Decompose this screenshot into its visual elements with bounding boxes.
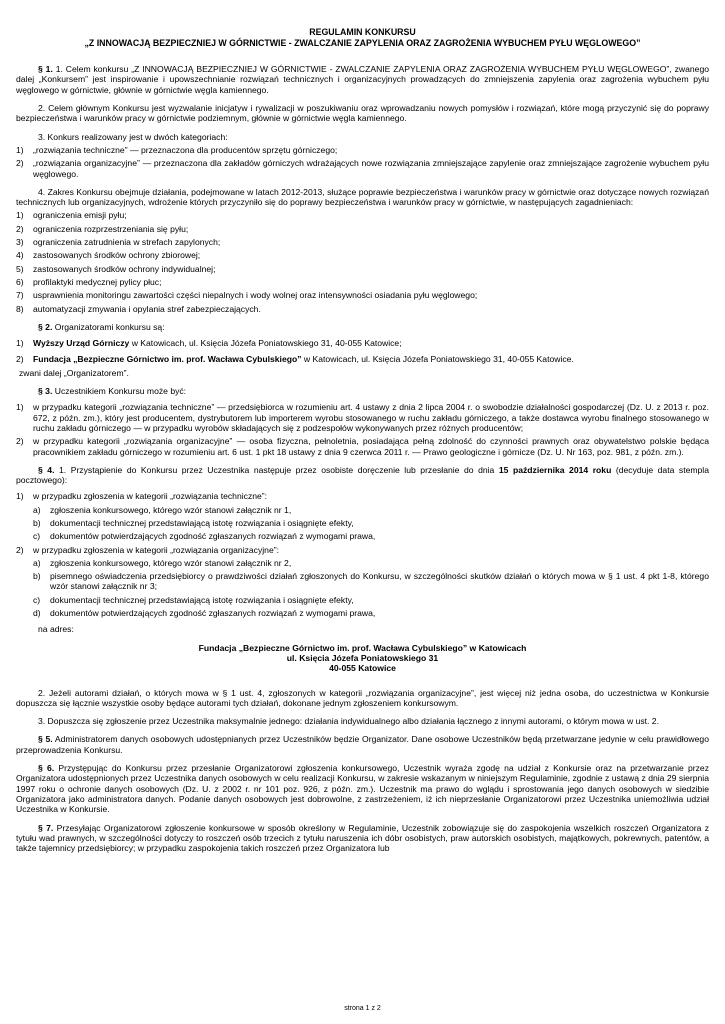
s4-p1: § 4. 1. Przystąpienie do Konkursu przez Uczestnika następuje przez osobiste doręczenie lub przesłanie do dnia 15 października 2014 roku (decyduje data stempla pocztowego): [16, 464, 709, 486]
s1-p3: 3. Konkurs realizowany jest w dwóch kategoriach: [38, 131, 228, 142]
document-page [16, 27, 709, 853]
organizer-item: 2) Fundacja „Bezpieczne Górnictwo im. prof. Wacława Cybulskiego” w Katowicach, ul. Księcia Józefa Poniatowskiego 31, 40-055 Katowice. [16, 354, 574, 365]
list-item: 6) profilaktyki medycznej pylicy płuc; [16, 276, 162, 287]
s5-text: § 5. Administratorem danych osobowych udostępnianych przez Uczestników będzie Organizator. Dane osobowe Uczestników będą przetwarzane jedynie w celu prawidłowego przeprowadzenia Konkursu. [16, 734, 709, 755]
address-line: 40-055 Katowice [329, 663, 396, 674]
page-number: strona 1 z 2 [344, 1005, 381, 1012]
s3-intro: § 3. Uczestnikiem Konkursu może być: [38, 386, 187, 397]
s7-text: § 7. Przesyłając Organizatorowi zgłoszenie konkursowe w sposób określony w Regulaminie, Uczestnik zobowiązuje się do zaspokojenia wszelkich roszczeń Organizatora z tytułu wad prawnych, w szczególności dotyczy to roszczeń osób trzecich z tytułu naruszenia ich dóbr osobistych, praw autorskich osobistych, majątkowych, pokrewnych, patentów, a także tajemnicy przedsiębiorcy; w przypadku zaspokojenia takich roszczeń przez Organizatora lub [16, 822, 710, 854]
sub-list-item: d) dokumentów potwierdzających zgodność zgłaszanych rozwiązań z wymogami prawa, [33, 608, 376, 619]
organizer-item: 1) Wyższy Urząd Górniczy w Katowicach, ul. Księcia Józefa Poniatowskiego 31, 40-055 Katowice; [16, 338, 402, 349]
list-item: 1) ograniczenia emisji pyłu; [16, 210, 127, 221]
list-item: 1) „rozwiązania techniczne” — przeznaczona dla producentów sprzętu górniczego; [16, 144, 338, 155]
list-item: 4) zastosowanych środków ochrony zbiorowej; [16, 250, 201, 261]
document-title: REGULAMIN KONKURSU [309, 27, 416, 37]
sub-list-item: a) zgłoszenia konkursowego, którego wzór stanowi załącznik nr 1, [33, 504, 292, 515]
s1-p4: 4. Zakres Konkursu obejmuje działania, podejmowane w latach 2012-2013, służące poprawie bezpieczeństwa i warunków pracy w górnictwie oraz dotyczące nowych rozwiązań technicznych lub organizacyjnych, wdrożenie których przyczyniło się do poprawy bezpieczeństwa i warunków pracy w górnictwie, w następujących zagadnieniach: [16, 186, 709, 208]
list-item: 5) zastosowanych środków ochrony indywidualnej; [16, 263, 216, 274]
s4-p2: 2. Jeżeli autorami działań, o których mowa w § 1 ust. 4, zgłoszonych w kategorii „rozwiązania organizacyjne”, jest więcej niż jedna osoba, do uczestnictwa w Konkursie dopuszcza się łącznie wszystkie osoby będące autorami tych działań, dokonane jednym zgłoszeniem konkursowym. [16, 687, 709, 708]
s4-p3: 3. Dopuszcza się zgłoszenie przez Uczestnika maksymalnie jednego: działania indywidualnego albo działania łącznego z innymi autorami, o którym mowa w ust. 2. [38, 716, 659, 727]
list-item: 2) ograniczenia rozprzestrzeniania się pyłu; [16, 223, 189, 234]
address-line: Fundacja „Bezpieczne Górnictwo im. prof. Wacława Cybulskiego” w Katowicach [198, 642, 527, 653]
address-line: ul. Księcia Józefa Poniatowskiego 31 [286, 652, 439, 663]
list-item: 1) w przypadku kategorii „rozwiązania techniczne” — przedsiębiorca w rozumieniu art. 4 ustawy z dnia 2 lipca 2004 r. o swobodzie działalności gospodarczej (Dz. U. z 2013 r. poz. 672, z późn. zm.), który jest producentem, dystrybutorem lub importerem wyrobu stosowanego w ruchu zakładu górniczego, a także dostawca wyrobu finalnego stosowanego w ruchu zakładu górniczego — w przypadku wyrobów składających się z podzespołów wykonywanych przez różnych producentów; [16, 402, 709, 433]
s1-p2: 2. Celem głównym Konkursu jest wyzwalanie inicjatyw i rywalizacji w poszukiwaniu oraz wprowadzaniu nowych pomysłów i rozwiązań, które mogą przyczynić się do poprawy bezpieczeństwa i warunków pracy w górnictwie podziemnym, głównie w górnictwie węgla kamiennego. [16, 103, 709, 124]
s2-outro: zwani dalej „Organizatorem”. [19, 367, 129, 378]
sub-list-item: b) pisemnego oświadczenia przedsiębiorcy o prawdziwości działań zgłoszonych do Konkursu, w szczególności skutków działań o których mowa w § 1 ust. 4 pkt 1-8, którego wzór stanowi załącznik nr 3; [33, 571, 709, 592]
address-intro: na adres: [38, 624, 74, 635]
s2-intro: § 2. Organizatorami konkursu są: [38, 321, 165, 332]
sub-list-item: c) dokumentacji technicznej przedstawiającą istotę rozwiązania i osiągnięte efekty, [33, 594, 354, 605]
list-item: 2) „rozwiązania organizacyjne” — przeznaczona dla zakładów górniczych wdrażających nowe rozwiązania zmniejszające zapylenie oraz zmniejszające zagrożenie wybuchem pyłu węglowego. [16, 158, 709, 179]
sub-list-item: c) dokumentów potwierdzających zgodność zgłaszanych rozwiązań z wymogami prawa, [33, 531, 376, 542]
list-item: 2) w przypadku kategorii „rozwiązania organizacyjne” — osoba fizyczna, pełnoletnia, posiadająca pełną zdolność do czynności prawnych oraz obywatelstwo polskie będąca pracownikiem zakładu górniczego w rozumieniu art. 6 ust. 1 pkt 18 ustawy z dnia 9 czerwca 2011 r. — Prawo geologiczne i górnicze (Dz. U. Nr 163, poz. 981, z późn. zm.). [16, 436, 709, 457]
list-item: 2) w przypadku zgłoszenia w kategorii „rozwiązania organizacyjne”: [16, 544, 279, 555]
list-item: 8) automatyzacji zmywania i opylania stref zabezpieczających. [16, 303, 261, 314]
s6-text: § 6. Przystępując do Konkursu przez przesłanie Organizatorowi zgłoszenia konkursowego, Uczestnik wyraża zgodę na udział z Konkursie oraz na przetwarzanie przez Organizatora udostępnionych przez Uczestnika danych osobowych w celu realizacji Konkursu, w zakresie wskazanym w niniejszym Regulaminie, zgodnie z ustawą z dnia 29 sierpnia 1997 roku o ochronie danych osobowych (Dz. U. z 2002 r. nr 101 poz. 926, z późn. zm.). Uczestnik ma prawo do wglądu i sprostowania jego danych osobowych w siedzibie Organizatora jako administratora danych. Podanie danych osobowych jest dobrowolne, z zastrzeżeniem, iż ich nieprzesłanie Organizatorowi przez Uczestnika uniemożliwia udział Uczestnika w Konkursie. [16, 763, 710, 815]
s1-p1: § 1. 1. Celem konkursu „Z INNOWACJĄ BEZPIECZNIEJ W GÓRNICTWIE - ZWALCZANIE ZAPYLENIA ORAZ ZAGROŻENIA WYBUCHEM PYŁU WĘGLOWEGO”, zwanego dalej „Konkursem” jest inspirowanie i upowszechnianie rozwiązań technicznych i organizacyjnych prowadzących do zmniejszenia zapylenia oraz zagrożenia wybuchem pyłu węglowego w górnictwie, głównie w górnictwie węgla kamiennego. [16, 64, 709, 95]
sub-list-item: a) zgłoszenia konkursowego, którego wzór stanowi załącznik nr 2, [33, 557, 292, 568]
sub-list-item: b) dokumentacji technicznej przedstawiającą istotę rozwiązania i osiągnięte efekty, [33, 517, 354, 528]
list-item: 1) w przypadku zgłoszenia w kategorii „rozwiązania techniczne”: [16, 491, 268, 502]
document-subtitle: „Z INNOWACJĄ BEZPIECZNIEJ W GÓRNICTWIE - ZWALCZANIE ZAPYLENIA ORAZ ZAGROŻENIA WYBUCHEM PYŁU WĘGLOWEGO” [84, 37, 641, 48]
list-item: 7) usprawnienia monitoringu zawartości części niepalnych i wody wolnej oraz intensywności osiadania pyłu węglowego; [16, 290, 478, 301]
list-item: 3) ograniczenia zatrudnienia w strefach zapylonych; [16, 237, 221, 248]
